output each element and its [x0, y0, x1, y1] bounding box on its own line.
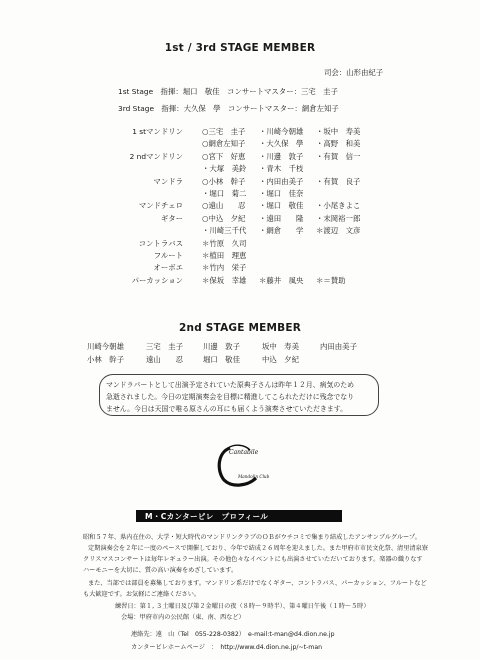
- stage1-conductor: 1st Stage 指揮：堀口 敬佳 コンサートマスター：三宅 圭子: [118, 87, 338, 96]
- member-name: ・堀口 菊二: [202, 189, 247, 198]
- practice-venue: 会場：甲府市内の公民館（東、南、西など）: [121, 614, 245, 621]
- member-name: ○小林 幹子: [202, 176, 246, 186]
- section-label: 2 ndマンドリン: [129, 151, 183, 161]
- member-name: ・小尾きよこ: [316, 201, 361, 211]
- member-name: ＊藤井 風央: [259, 275, 304, 285]
- stage2-member-name: 三宅 圭子: [146, 342, 183, 351]
- member-name: ・網倉 学: [259, 226, 304, 236]
- profile-line: クリスマスコンサートは毎年レギュラー出演。その他色々なイベントにも出演させていただいております。楽器の織りなす: [83, 556, 423, 563]
- member-name: ・青木 千枝: [259, 164, 304, 174]
- contact-line: 連絡先：遠 山（Tel 055-228-0382） e-mail:t-man@d4.dion.ne.jp: [131, 631, 335, 638]
- profile-line: また、当部では部員を募集しております。マンドリン系だけでなくギター、コントラバス、パーカッション、フルートなど: [88, 580, 427, 587]
- section-label: パーカッション: [131, 275, 183, 285]
- logo-script: Cantabile: [229, 449, 259, 456]
- member-name: ＊保坂 幸雄: [202, 275, 247, 285]
- member-name: ・川崎三千代: [202, 226, 247, 236]
- section-label: ギター: [160, 213, 183, 223]
- stage2-member-name: 小林 幹子: [87, 355, 124, 364]
- member-name: ・大塚 美鈴: [202, 164, 247, 174]
- profile-line: 定期演奏会を２年に一度のペースで開催しており、今年で結成２６周年を迎えました。また甲府市市民文化祭、清里清泉寮: [88, 545, 428, 552]
- member-name: ・有賀 信一: [316, 151, 361, 161]
- stage2-member-name: 遠山 忍: [146, 355, 183, 364]
- member-name: ・高野 和美: [316, 139, 361, 149]
- profile-title: M・Cカンタービレ プロフィール: [145, 512, 269, 521]
- section-label: マンドチェロ: [138, 201, 183, 211]
- member-name: ＊渡辺 文彦: [316, 226, 361, 236]
- profile-line: ハーモニーを大切に、質の高い演奏をめざしています。: [83, 567, 238, 574]
- section-label: マンドラ: [153, 176, 183, 186]
- note-line: ません。今日は天国で唯る原さんの耳にも届くよう演奏させていただきます。: [106, 405, 348, 413]
- member-name: ＊＝賛助: [316, 275, 346, 285]
- member-name: ・遠田 隆: [259, 213, 304, 223]
- stage2-member-name: 川邊 敦子: [203, 342, 240, 351]
- member-name: ・大久保 學: [259, 139, 304, 149]
- member-name: ・川崎今朝雄: [259, 127, 304, 136]
- stage2-member-name: 内田由美子: [320, 342, 357, 351]
- emcee-line: 司会：山形由紀子: [324, 68, 384, 77]
- member-name: ・末岡裕一郎: [316, 213, 361, 223]
- stage-member-title-1: 1st / 3rd STAGE MEMBER: [164, 42, 316, 54]
- section-label: コントラバス: [138, 238, 183, 248]
- member-name: ・堀口 佳奈: [259, 189, 304, 198]
- member-name: ・川邊 敦子: [259, 151, 304, 161]
- member-name: ・堀口 敬佳: [259, 201, 304, 211]
- stage2-member-name: 中込 夕紀: [262, 355, 299, 364]
- stage-member-title-2: 2nd STAGE MEMBER: [179, 322, 301, 334]
- practice-schedule: 練習日：第１, ３土曜日及び第２金曜日の夜（８時～９時半）、第４曜日午後（１時～５時）: [115, 603, 370, 610]
- section-label: フルート: [153, 251, 183, 260]
- section-label: オーボエ: [153, 263, 183, 273]
- member-name: ○三宅 圭子: [202, 127, 246, 136]
- stage2-member-name: 堀口 敬佳: [203, 355, 240, 364]
- stage2-member-name: 坂中 寿美: [262, 342, 299, 351]
- member-name: ＊竹内 栄子: [202, 263, 247, 273]
- logo-text: Mandolin Club: [238, 474, 270, 479]
- member-name: ○遠山 忍: [202, 201, 246, 211]
- member-name: ○中込 夕紀: [202, 213, 246, 223]
- member-name: ・坂中 寿美: [316, 127, 361, 136]
- stage3-conductor: 3rd Stage 指揮：大久保 學 コンサートマスター：網倉左知子: [118, 104, 339, 113]
- member-name: ○網倉左知子: [202, 139, 246, 149]
- member-name: ＊植田 理恵: [202, 251, 247, 260]
- member-name: ・有賀 良子: [316, 176, 361, 186]
- cantabile-logo-icon: [214, 442, 270, 488]
- section-label: 1 stマンドリン: [132, 127, 183, 136]
- profile-line: も大歓迎です。お気軽にご連絡ください。: [83, 591, 201, 598]
- note-line: マンドラパートとして出演予定されていた原典子さんは昨年１２月、病気のため: [106, 381, 355, 389]
- homepage-line: カンタービレホームページ ： http://www.d4.dion.ne.jp/~t-man: [131, 644, 323, 651]
- member-name: ＊竹原 久司: [202, 238, 247, 248]
- note-line: 急逝されました。今日の定期演奏会を目標に精進してこられただけに残念でなり: [106, 393, 355, 401]
- member-name: ○宮下 好恵: [202, 151, 246, 161]
- stage2-member-name: 川崎今朝雄: [87, 342, 124, 351]
- profile-line: 昭和５７年、県内在住の、大学・短大時代のマンドリンクラブのＯＢがウチコミで集まり結成したアンサンブルグループ。: [83, 534, 421, 541]
- member-name: ・内田由美子: [259, 176, 304, 186]
